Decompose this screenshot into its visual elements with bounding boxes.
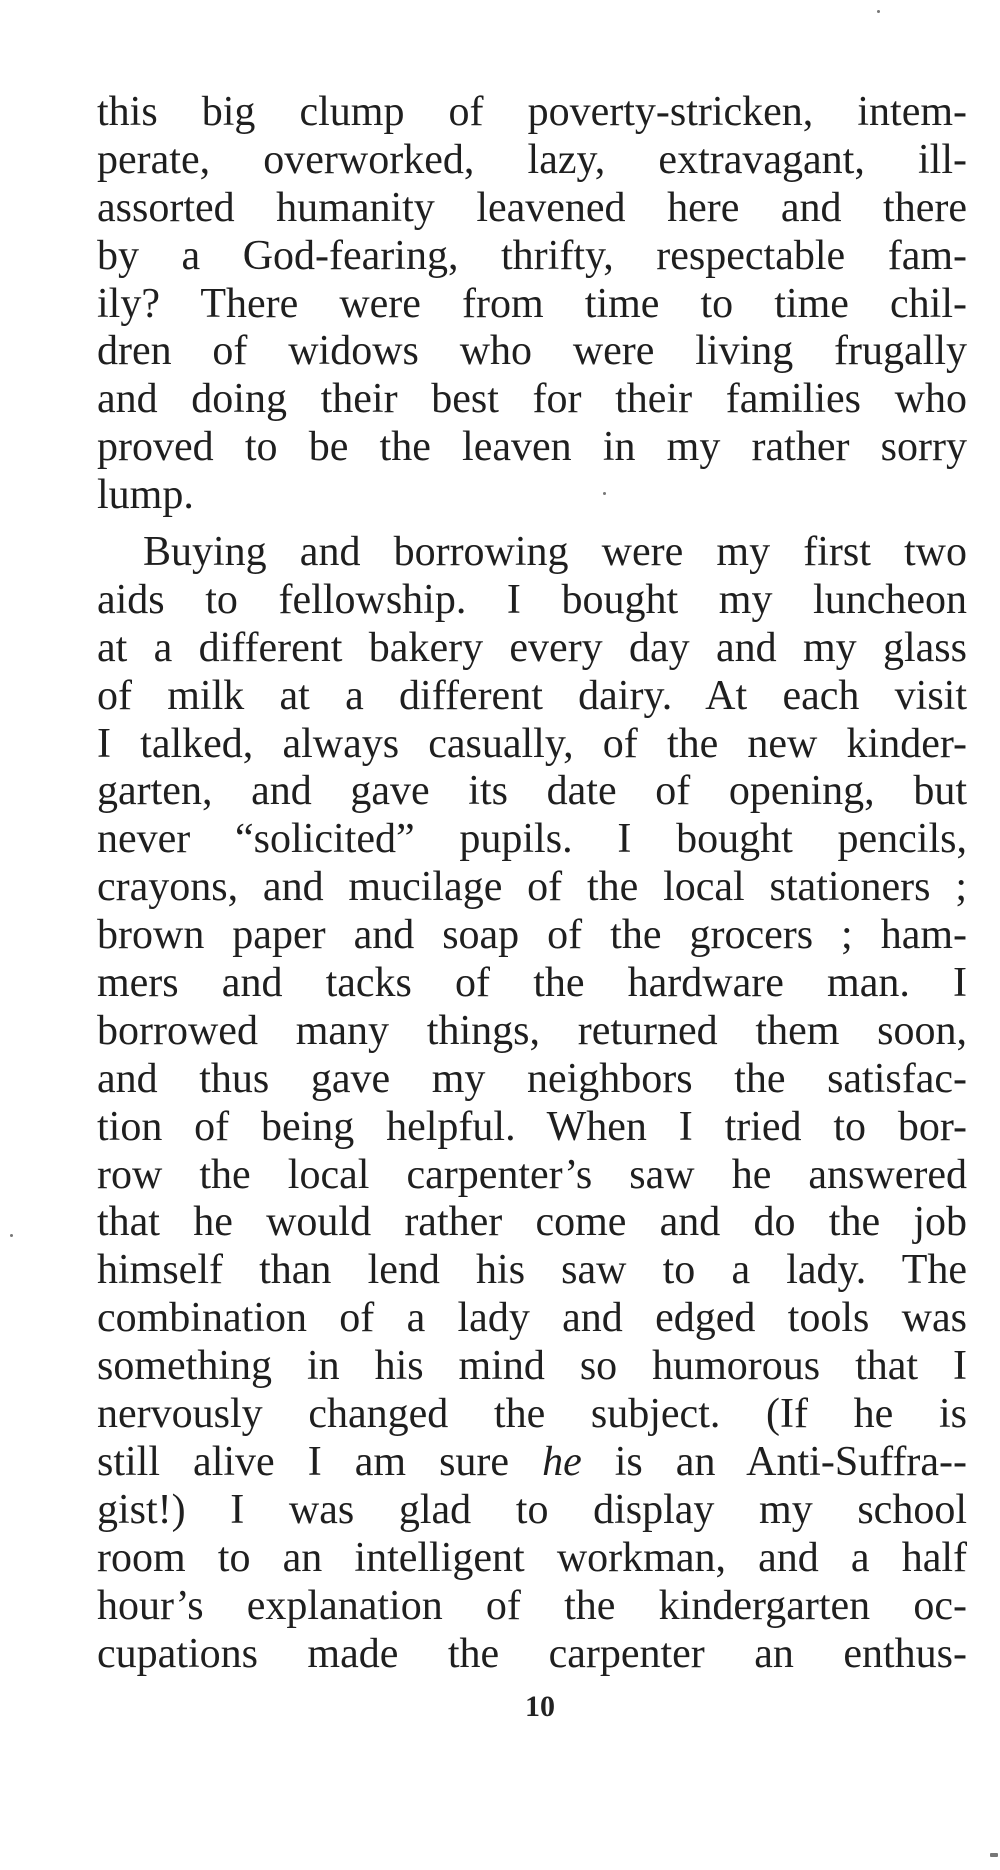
text-line: combination of a lady and edged tools was [97, 1295, 967, 1342]
text-line: assorted humanity leavened here and there [97, 184, 967, 231]
text-line: dren of widows who were living frugally [97, 328, 967, 375]
text-line: garten, and gave its date of opening, but [97, 768, 967, 815]
text-line: hour’s explanation of the kindergarten oc- [97, 1582, 967, 1629]
text-line: row the local carpenter’s saw he answered [97, 1151, 967, 1198]
text-line: nervously changed the subject. (If he is [97, 1391, 967, 1438]
text-line: cupations made the carpenter an enthus- [97, 1630, 967, 1677]
text-line: borrowed many things, returned them soon, [97, 1007, 967, 1054]
page-number: 10 [525, 1690, 555, 1723]
text-line [97, 1439, 967, 1487]
paragraph [97, 529, 967, 1678]
text-line: crayons, and mucilage of the local stationers ; [97, 864, 967, 911]
text-line: brown paper and soap of the grocers ; ham- [97, 912, 967, 959]
text-line: something in his mind so humorous that I [97, 1343, 967, 1390]
text-line: and doing their best for their families who [97, 376, 967, 423]
paragraph [97, 89, 967, 520]
text-line: by a God-fearing, thrifty, respectable fam- [97, 232, 967, 279]
line-fragment: is an Anti-Suffra-- [614, 1438, 967, 1485]
text-line: never “solicited” pupils. I bought pencils, [97, 816, 967, 863]
text-line: mers and tacks of the hardware man. I [97, 960, 967, 1007]
text-line: lump. [97, 472, 194, 519]
text-line: tion of being helpful. When I tried to bor- [97, 1103, 967, 1150]
text-line: of milk at a different dairy. At each visit [97, 672, 967, 719]
body-text [97, 89, 967, 1678]
ink-speck [990, 1853, 998, 1857]
text-line: room to an intelligent workman, and a half [97, 1534, 967, 1581]
text-line: ily? There were from time to time chil- [97, 280, 967, 327]
ink-speck [877, 10, 880, 13]
ink-speck [10, 1234, 13, 1237]
text-line: himself than lend his saw to a lady. The [97, 1247, 967, 1294]
text-line: that he would rather come and do the job [97, 1199, 967, 1246]
text-line: aids to fellowship. I bought my luncheon [97, 576, 967, 623]
italic-word: he [542, 1438, 582, 1485]
ink-speck [603, 492, 606, 495]
line-fragment: still alive I am sure [97, 1438, 510, 1485]
text-line: and thus gave my neighbors the satisfac- [97, 1055, 967, 1102]
text-line: gist!) I was glad to display my school [97, 1486, 967, 1533]
text-line: proved to be the leaven in my rather sorry [97, 424, 967, 471]
text-line: at a different bakery every day and my glass [97, 624, 967, 671]
text-line: Buying and borrowing were my first two [143, 529, 967, 576]
text-line: this big clump of poverty-stricken, intem- [97, 89, 967, 135]
text-line: perate, overworked, lazy, extravagant, ill- [97, 136, 967, 183]
text-line: I talked, always casually, of the new kinder- [97, 720, 967, 767]
